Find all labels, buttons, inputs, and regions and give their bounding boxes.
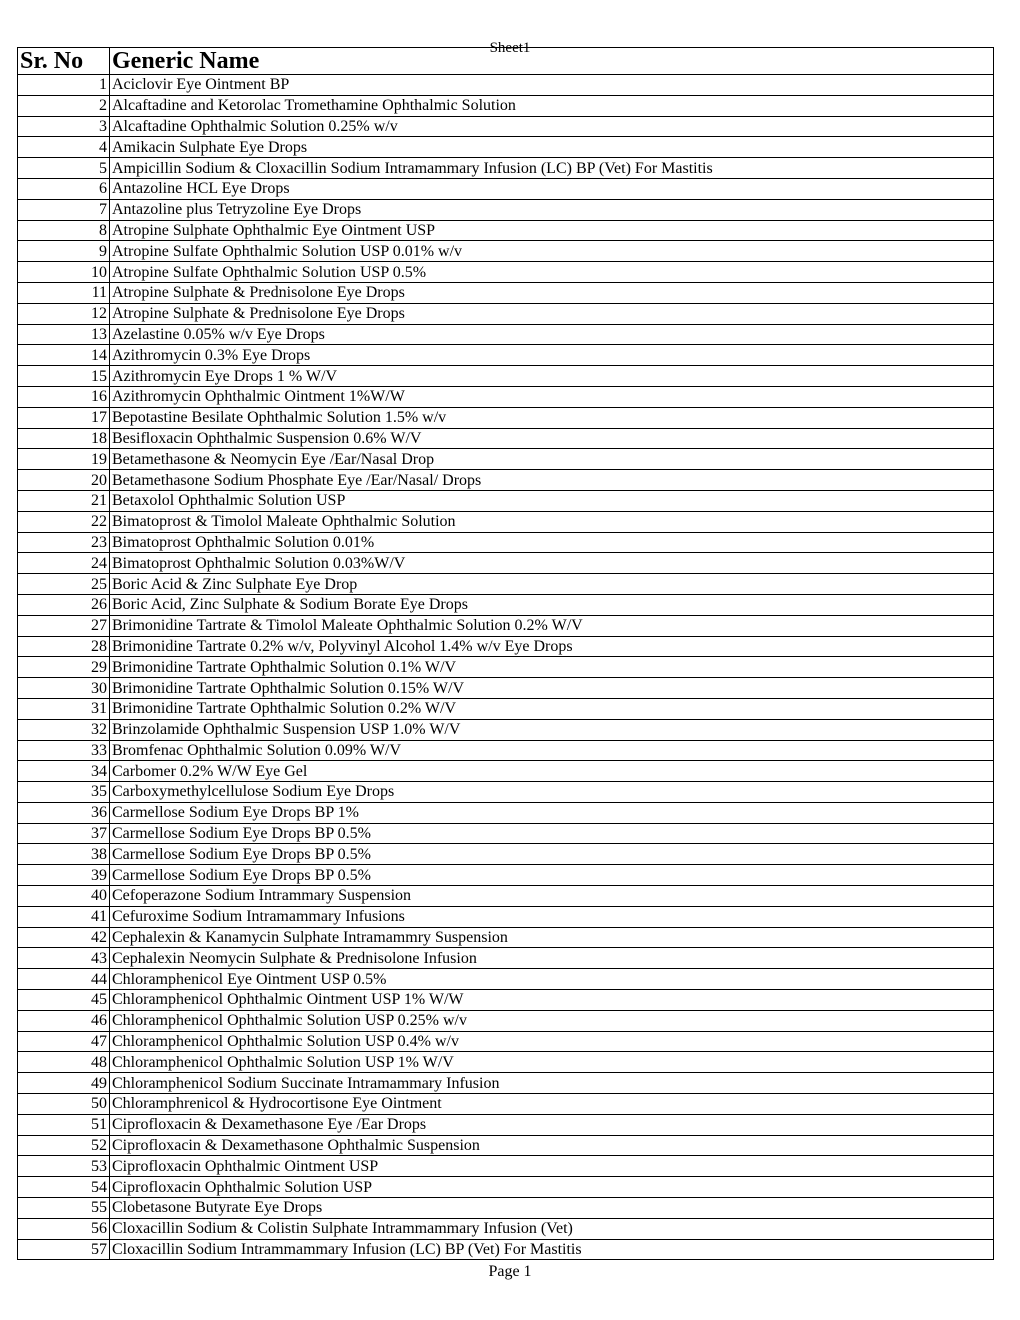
sr-no-cell: 2	[18, 95, 110, 116]
generic-name-cell: Betamethasone & Neomycin Eye /Ear/Nasal Drop	[110, 449, 994, 470]
sr-no-cell: 52	[18, 1135, 110, 1156]
sr-no-cell: 30	[18, 678, 110, 699]
sr-no-cell: 32	[18, 719, 110, 740]
table-row	[18, 470, 994, 491]
sr-no-cell: 19	[18, 449, 110, 470]
table-row	[18, 1073, 994, 1094]
generic-name-cell: Ciprofloxacin & Dexamethasone Eye /Ear Drops	[110, 1114, 994, 1135]
sr-no-cell: 37	[18, 823, 110, 844]
generic-name-cell: Amikacin Sulphate Eye Drops	[110, 137, 994, 158]
table-row	[18, 1135, 994, 1156]
generic-name-cell: Atropine Sulphate & Prednisolone Eye Drops	[110, 303, 994, 324]
table-row	[18, 386, 994, 407]
sr-no-cell: 11	[18, 282, 110, 303]
generic-name-cell: Cloxacillin Sodium & Colistin Sulphate Intrammammary Infusion (Vet)	[110, 1218, 994, 1239]
table-row	[18, 158, 994, 179]
sr-no-cell: 43	[18, 948, 110, 969]
table-row	[18, 366, 994, 387]
sr-no-cell: 20	[18, 470, 110, 491]
sr-no-cell: 57	[18, 1239, 110, 1260]
sr-no-cell: 46	[18, 1010, 110, 1031]
table-row	[18, 178, 994, 199]
sr-no-cell: 48	[18, 1052, 110, 1073]
table-row	[18, 886, 994, 907]
sr-no-cell: 3	[18, 116, 110, 137]
generic-name-cell: Carmellose Sodium Eye Drops BP 1%	[110, 802, 994, 823]
generic-name-cell: Carmellose Sodium Eye Drops BP 0.5%	[110, 844, 994, 865]
table-row	[18, 719, 994, 740]
generic-name-cell: Boric Acid, Zinc Sulphate & Sodium Borate Eye Drops	[110, 594, 994, 615]
table-row	[18, 823, 994, 844]
sr-no-cell: 42	[18, 927, 110, 948]
table-row	[18, 241, 994, 262]
sr-no-cell: 45	[18, 990, 110, 1011]
sr-no-cell: 44	[18, 969, 110, 990]
generic-name-cell: Antazoline plus Tetryzoline Eye Drops	[110, 199, 994, 220]
table-row	[18, 1031, 994, 1052]
sr-no-cell: 25	[18, 574, 110, 595]
generic-name-cell: Ciprofloxacin & Dexamethasone Ophthalmic Suspension	[110, 1135, 994, 1156]
table-row	[18, 969, 994, 990]
table-row	[18, 532, 994, 553]
table-row	[18, 657, 994, 678]
table-row	[18, 1177, 994, 1198]
table-row	[18, 761, 994, 782]
generic-name-cell: Chloramphenicol Ophthalmic Solution USP 0.25% w/v	[110, 1010, 994, 1031]
table-row	[18, 782, 994, 803]
sr-no-cell: 7	[18, 199, 110, 220]
sr-no-cell: 10	[18, 262, 110, 283]
sr-no-cell: 34	[18, 761, 110, 782]
sr-no-cell: 27	[18, 615, 110, 636]
generic-name-cell: Carbomer 0.2% W/W Eye Gel	[110, 761, 994, 782]
generic-name-cell: Carboxymethylcellulose Sodium Eye Drops	[110, 782, 994, 803]
table-row	[18, 220, 994, 241]
generic-name-cell: Betamethasone Sodium Phosphate Eye /Ear/Nasal/ Drops	[110, 470, 994, 491]
table-row	[18, 574, 994, 595]
generic-name-cell: Cephalexin & Kanamycin Sulphate Intramammry Suspension	[110, 927, 994, 948]
table-row	[18, 927, 994, 948]
table-row	[18, 906, 994, 927]
sr-no-cell: 22	[18, 511, 110, 532]
sr-no-cell: 16	[18, 386, 110, 407]
table-row	[18, 698, 994, 719]
generic-name-cell: Azithromycin 0.3% Eye Drops	[110, 345, 994, 366]
generic-name-cell: Cefoperazone Sodium Intrammary Suspension	[110, 886, 994, 907]
generic-name-cell: Bromfenac Ophthalmic Solution 0.09% W/V	[110, 740, 994, 761]
table-row	[18, 636, 994, 657]
table-row	[18, 95, 994, 116]
table-row	[18, 262, 994, 283]
sr-no-cell: 53	[18, 1156, 110, 1177]
table-row	[18, 678, 994, 699]
table-row	[18, 75, 994, 96]
sr-no-cell: 49	[18, 1073, 110, 1094]
generic-name-cell: Chloramphrenicol & Hydrocortisone Eye Ointment	[110, 1094, 994, 1115]
table-row	[18, 345, 994, 366]
generic-name-cell: Brimonidine Tartrate Ophthalmic Solution 0.1% W/V	[110, 657, 994, 678]
generic-name-cell: Clobetasone Butyrate Eye Drops	[110, 1198, 994, 1219]
table-row	[18, 865, 994, 886]
table-row	[18, 844, 994, 865]
sr-no-cell: 38	[18, 844, 110, 865]
sr-no-cell: 21	[18, 490, 110, 511]
sr-no-cell: 29	[18, 657, 110, 678]
generic-name-cell: Chloramphenicol Ophthalmic Solution USP 0.4% w/v	[110, 1031, 994, 1052]
generic-name-cell: Chloramphenicol Ophthalmic Ointment USP 1% W/W	[110, 990, 994, 1011]
table-row	[18, 1010, 994, 1031]
generic-name-cell: Azithromycin Ophthalmic Ointment 1%W/W	[110, 386, 994, 407]
table-row	[18, 449, 994, 470]
table-row	[18, 137, 994, 158]
sr-no-cell: 33	[18, 740, 110, 761]
sr-no-cell: 18	[18, 428, 110, 449]
sr-no-cell: 31	[18, 698, 110, 719]
generic-name-cell: Besifloxacin Ophthalmic Suspension 0.6% W/V	[110, 428, 994, 449]
table-row	[18, 740, 994, 761]
table-row	[18, 324, 994, 345]
generic-name-cell: Bepotastine Besilate Ophthalmic Solution 1.5% w/v	[110, 407, 994, 428]
sr-no-cell: 1	[18, 75, 110, 96]
sr-no-cell: 28	[18, 636, 110, 657]
generic-name-cell: Brimonidine Tartrate 0.2% w/v, Polyvinyl Alcohol 1.4% w/v Eye Drops	[110, 636, 994, 657]
sr-no-cell: 36	[18, 802, 110, 823]
table-row	[18, 553, 994, 574]
sr-no-cell: 50	[18, 1094, 110, 1115]
table-row	[18, 282, 994, 303]
table-row	[18, 1198, 994, 1219]
table-row	[18, 1094, 994, 1115]
sr-no-cell: 8	[18, 220, 110, 241]
generic-name-cell: Bimatoprost & Timolol Maleate Ophthalmic Solution	[110, 511, 994, 532]
table-row	[18, 615, 994, 636]
table-row	[18, 407, 994, 428]
generic-name-cell: Alcaftadine Ophthalmic Solution 0.25% w/v	[110, 116, 994, 137]
table-row	[18, 199, 994, 220]
sr-no-cell: 12	[18, 303, 110, 324]
sr-no-cell: 41	[18, 906, 110, 927]
table-row	[18, 1218, 994, 1239]
table-row	[18, 1114, 994, 1135]
generic-name-cell: Brimonidine Tartrate & Timolol Maleate Ophthalmic Solution 0.2% W/V	[110, 615, 994, 636]
generic-name-cell: Brinzolamide Ophthalmic Suspension USP 1.0% W/V	[110, 719, 994, 740]
generic-name-cell: Chloramphenicol Sodium Succinate Intramammary Infusion	[110, 1073, 994, 1094]
generic-name-cell: Atropine Sulphate & Prednisolone Eye Drops	[110, 282, 994, 303]
sr-no-cell: 26	[18, 594, 110, 615]
generic-name-cell: Chloramphenicol Eye Ointment USP 0.5%	[110, 969, 994, 990]
sr-no-cell: 24	[18, 553, 110, 574]
sr-no-cell: 54	[18, 1177, 110, 1198]
generic-name-cell: Atropine Sulfate Ophthalmic Solution USP 0.5%	[110, 262, 994, 283]
generic-name-cell: Ciprofloxacin Ophthalmic Solution USP	[110, 1177, 994, 1198]
sr-no-cell: 23	[18, 532, 110, 553]
generic-name-cell: Ampicillin Sodium & Cloxacillin Sodium Intramammary Infusion (LC) BP (Vet) For Mastitis	[110, 158, 994, 179]
generic-name-cell: Betaxolol Ophthalmic Solution USP	[110, 490, 994, 511]
sr-no-cell: 4	[18, 137, 110, 158]
table-row	[18, 490, 994, 511]
sr-no-cell: 40	[18, 886, 110, 907]
generic-name-cell: Cephalexin Neomycin Sulphate & Prednisolone Infusion	[110, 948, 994, 969]
generic-names-table	[17, 47, 994, 1260]
generic-name-cell: Cefuroxime Sodium Intramammary Infusions	[110, 906, 994, 927]
generic-name-cell: Chloramphenicol Ophthalmic Solution USP 1% W/V	[110, 1052, 994, 1073]
generic-name-cell: Ciprofloxacin Ophthalmic Ointment USP	[110, 1156, 994, 1177]
header-sr-no: Sr. No	[18, 48, 110, 75]
generic-name-cell: Carmellose Sodium Eye Drops BP 0.5%	[110, 865, 994, 886]
sr-no-cell: 14	[18, 345, 110, 366]
table-row	[18, 802, 994, 823]
generic-name-cell: Cloxacillin Sodium Intrammammary Infusion (LC) BP (Vet) For Mastitis	[110, 1239, 994, 1260]
generic-name-cell: Brimonidine Tartrate Ophthalmic Solution 0.15% W/V	[110, 678, 994, 699]
generic-name-cell: Alcaftadine and Ketorolac Tromethamine Ophthalmic Solution	[110, 95, 994, 116]
table-row	[18, 948, 994, 969]
header-row	[18, 48, 994, 75]
generic-name-cell: Carmellose Sodium Eye Drops BP 0.5%	[110, 823, 994, 844]
table-row	[18, 990, 994, 1011]
generic-name-cell: Bimatoprost Ophthalmic Solution 0.03%W/V	[110, 553, 994, 574]
table-row	[18, 1156, 994, 1177]
table-row	[18, 428, 994, 449]
sr-no-cell: 35	[18, 782, 110, 803]
generic-name-cell: Antazoline HCL Eye Drops	[110, 178, 994, 199]
generic-name-cell: Azelastine 0.05% w/v Eye Drops	[110, 324, 994, 345]
table-row	[18, 303, 994, 324]
generic-name-cell: Aciclovir Eye Ointment BP	[110, 75, 994, 96]
table-row	[18, 1052, 994, 1073]
generic-name-cell: Atropine Sulfate Ophthalmic Solution USP 0.01% w/v	[110, 241, 994, 262]
sheet-title: Sheet1	[489, 40, 531, 56]
generic-name-cell: Brimonidine Tartrate Ophthalmic Solution 0.2% W/V	[110, 698, 994, 719]
sr-no-cell: 56	[18, 1218, 110, 1239]
table-row	[18, 116, 994, 137]
sr-no-cell: 6	[18, 178, 110, 199]
sr-no-cell: 51	[18, 1114, 110, 1135]
table-row	[18, 511, 994, 532]
sr-no-cell: 13	[18, 324, 110, 345]
sr-no-cell: 9	[18, 241, 110, 262]
table-row	[18, 1239, 994, 1260]
sr-no-cell: 5	[18, 158, 110, 179]
page-footer: Page 1	[488, 1263, 532, 1280]
generic-name-cell: Atropine Sulphate Ophthalmic Eye Ointment USP	[110, 220, 994, 241]
sr-no-cell: 17	[18, 407, 110, 428]
sr-no-cell: 47	[18, 1031, 110, 1052]
table-body	[18, 48, 994, 1260]
sr-no-cell: 39	[18, 865, 110, 886]
table-row	[18, 594, 994, 615]
generic-name-cell: Bimatoprost Ophthalmic Solution 0.01%	[110, 532, 994, 553]
sr-no-cell: 15	[18, 366, 110, 387]
sr-no-cell: 55	[18, 1198, 110, 1219]
generic-name-cell: Boric Acid & Zinc Sulphate Eye Drop	[110, 574, 994, 595]
generic-name-cell: Azithromycin Eye Drops 1 % W/V	[110, 366, 994, 387]
header-generic-name: Generic Name	[110, 48, 994, 75]
